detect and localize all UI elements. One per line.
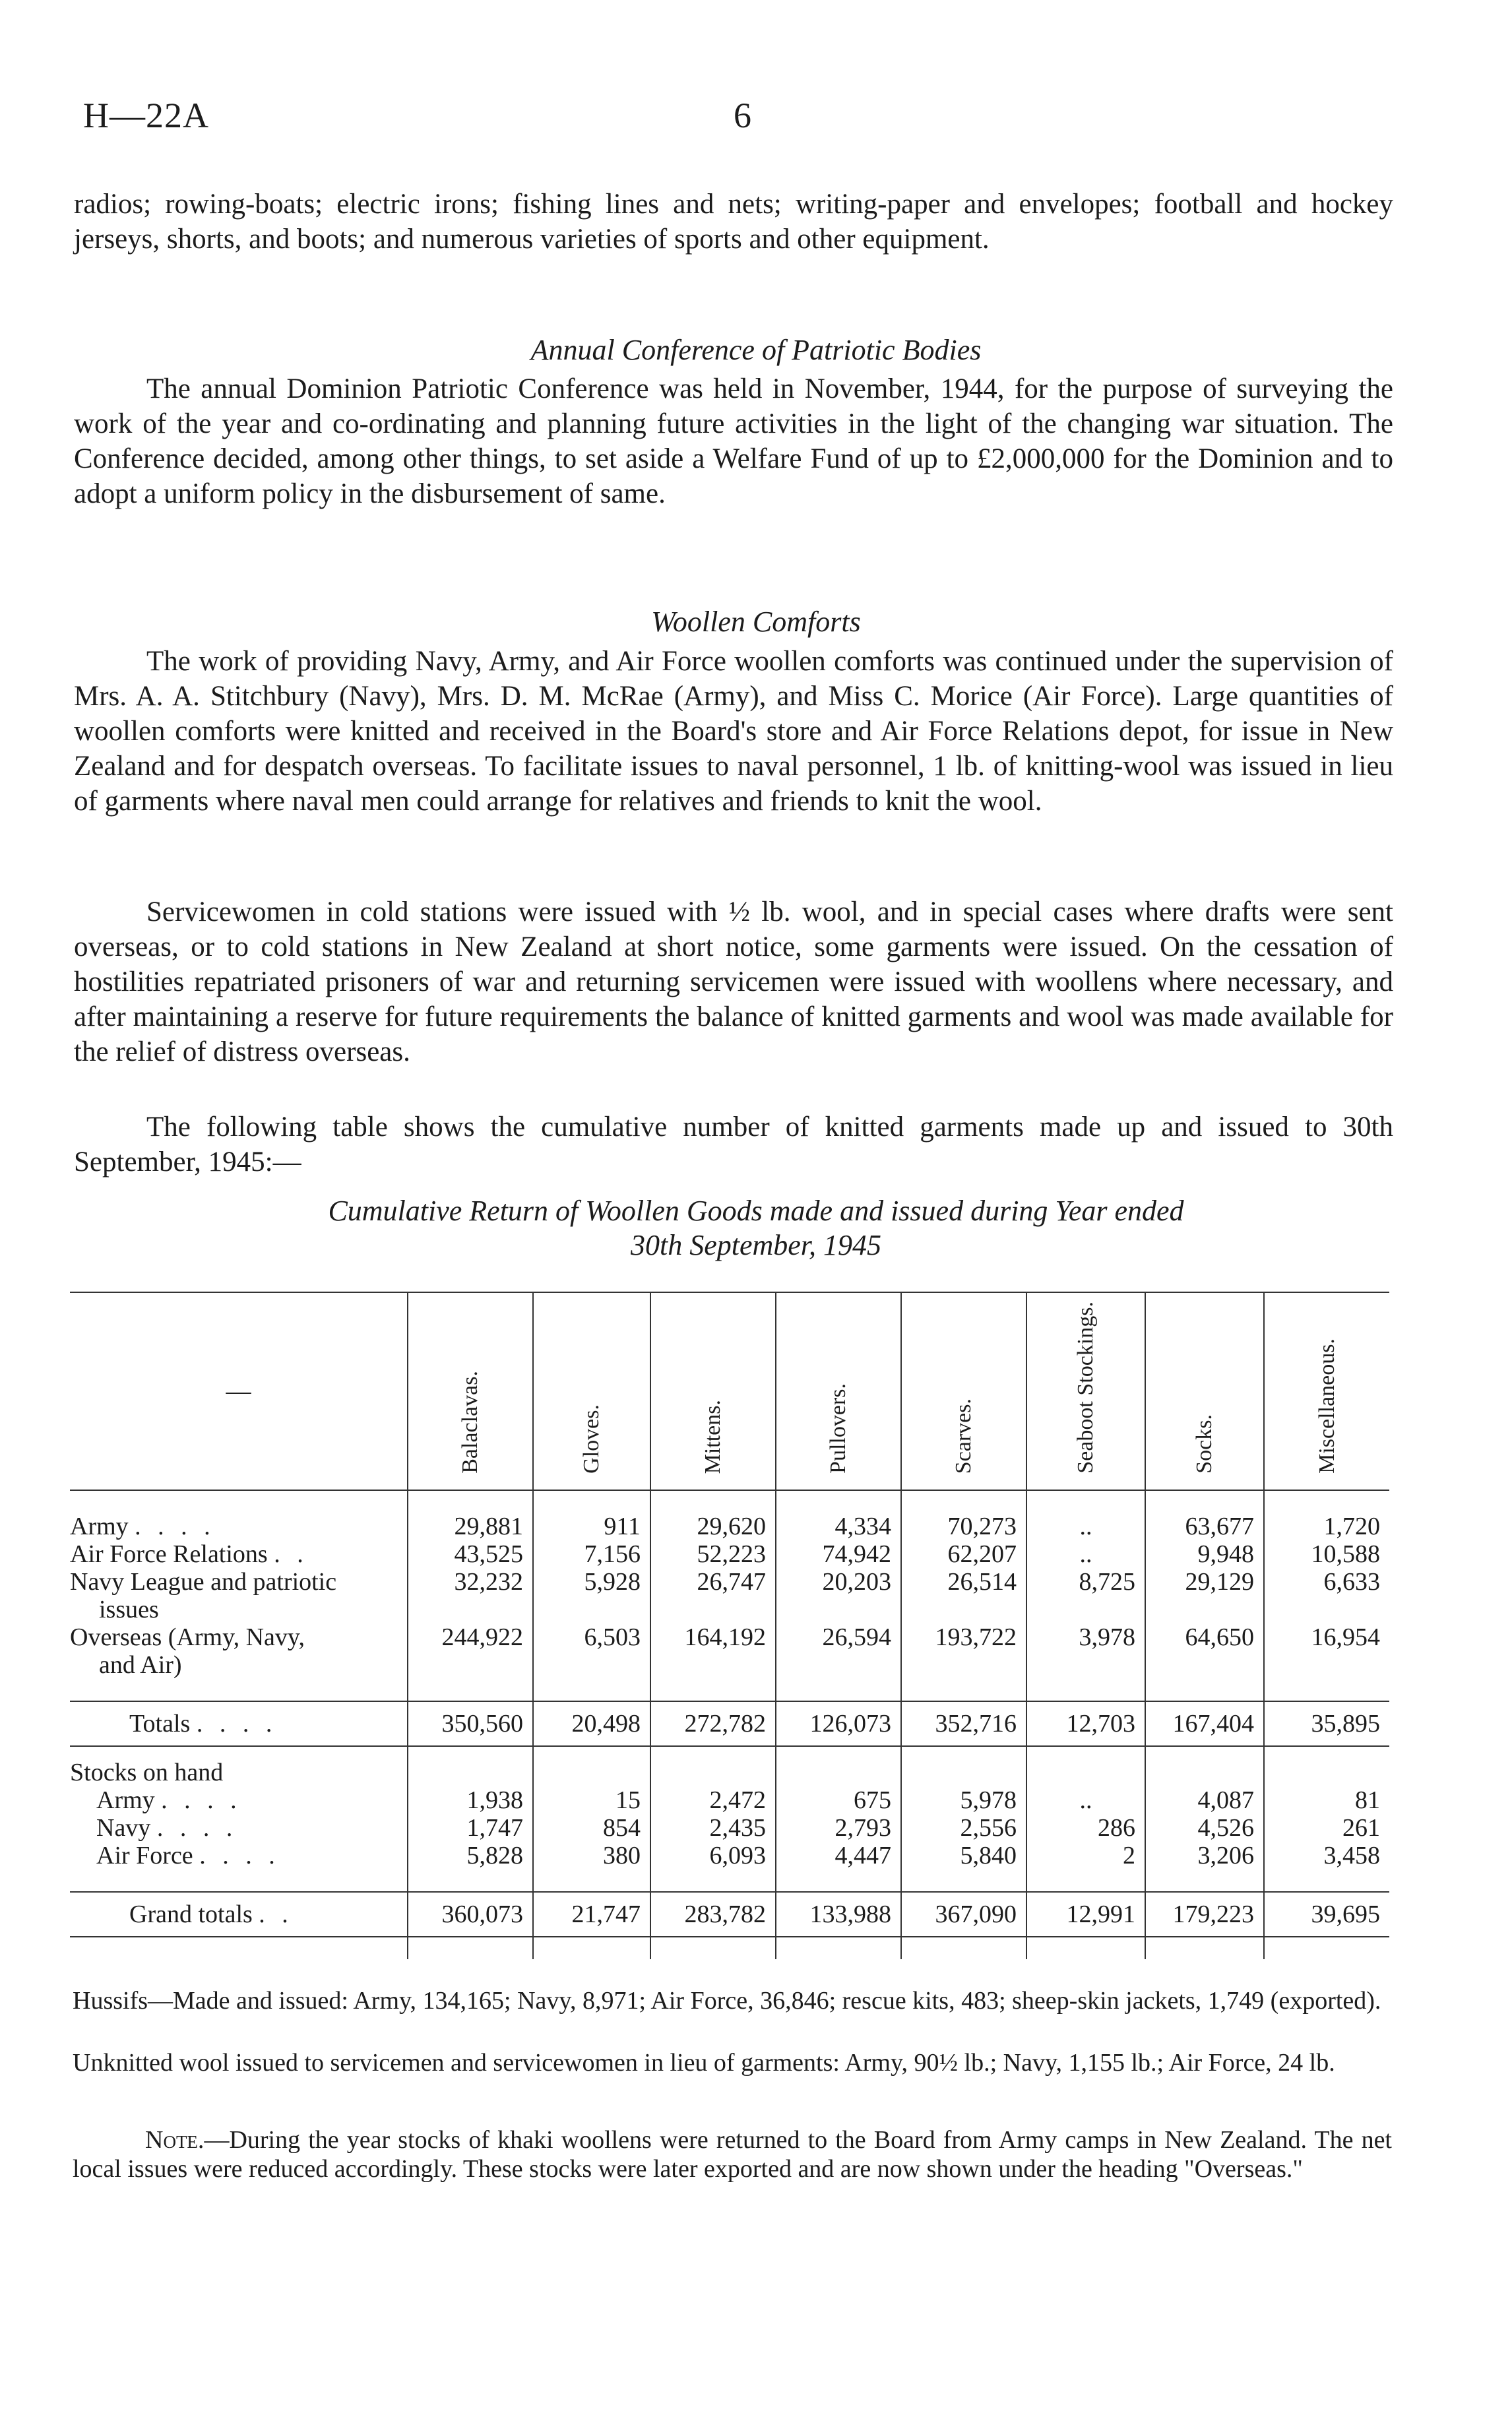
table-cell: 29,881 — [408, 1513, 533, 1540]
table-corner: — — [226, 1377, 251, 1405]
table-cell: 4,087 — [1145, 1786, 1264, 1814]
table-cell: 43,525 — [408, 1540, 533, 1568]
table-cell: 193,722 — [901, 1623, 1026, 1679]
table-cell: 854 — [533, 1814, 650, 1842]
table-cell: 29,620 — [650, 1513, 776, 1540]
table-cell: 367,090 — [901, 1892, 1026, 1937]
table-cell: .. — [1026, 1540, 1145, 1568]
section-heading-conference: Annual Conference of Patriotic Bodies — [530, 334, 982, 366]
table-cell: 286 — [1026, 1814, 1145, 1842]
table-caption-line-1: Cumulative Return of Woollen Goods made and issued during Year ended — [328, 1195, 1184, 1227]
table-cell: 164,192 — [650, 1623, 776, 1679]
table-caption — [0, 1194, 1512, 1263]
table-cell: 352,716 — [901, 1701, 1026, 1746]
column-header: Balaclavas. — [408, 1292, 533, 1490]
table-cell: 26,514 — [901, 1568, 1026, 1623]
table-row-army: Army . . . . 29,881 911 29,620 4,334 70,273 .. 63,677 1,720 — [70, 1513, 1389, 1540]
table-cell: 26,747 — [650, 1568, 776, 1623]
note-text: —During the year stocks of khaki woollens were returned to the Board from Army camps in New Zealand. The net local issues were reduced accordingly. These stocks were later exported and are now shown under the heading "Overseas." — [73, 2126, 1392, 2183]
footnote-hussifs: Hussifs—Made and issued: Army, 134,165; Navy, 8,971; Air Force, 36,846; rescue kits, 483; sheep-skin jackets, 1,749 (exported). — [73, 1987, 1381, 2015]
table-cell: 6,633 — [1264, 1568, 1389, 1623]
table-cell: 1,938 — [408, 1786, 533, 1814]
table-cell: 74,942 — [776, 1540, 901, 1568]
table-cell: 32,232 — [408, 1568, 533, 1623]
woollen-paragraph-3: The following table shows the cumulative number of knitted garments made up and issued to 30th September, 1945:— — [74, 1112, 1393, 1177]
table-cell: 3,458 — [1264, 1842, 1389, 1869]
table-cell: 6,503 — [533, 1623, 650, 1679]
footnote-note — [73, 2125, 1392, 2183]
table-cell: 2,793 — [776, 1814, 901, 1842]
table-row-stock-air-force: Air Force . . . . 5,828 380 6,093 4,447 5,840 2 3,206 3,458 — [70, 1842, 1389, 1869]
table-cell: 2 — [1026, 1842, 1145, 1869]
table-cell: 360,073 — [408, 1892, 533, 1937]
table-cell: 39,695 — [1264, 1892, 1389, 1937]
table-cell: 5,828 — [408, 1842, 533, 1869]
table-caption-line-2: 30th September, 1945 — [630, 1229, 882, 1261]
table-row-stock-navy: Navy . . . . 1,747 854 2,435 2,793 2,556 286 4,526 261 — [70, 1814, 1389, 1842]
table-cell: 2,472 — [650, 1786, 776, 1814]
column-header: Gloves. — [533, 1292, 650, 1490]
table-cell: 62,207 — [901, 1540, 1026, 1568]
table-cell: 350,560 — [408, 1701, 533, 1746]
table-cell: 1,720 — [1264, 1513, 1389, 1540]
table-cell: 5,840 — [901, 1842, 1026, 1869]
table-cell: 911 — [533, 1513, 650, 1540]
conference-paragraph: The annual Dominion Patriotic Conference was held in November, 1944, for the purpose of surveying the work of the year and co-ordinating and planning future activities in the light of the changing war situation. The Conference decided, among other things, to set aside a Welfare Fund of up to £2,000,000 for the Dominion and to adopt a uniform policy in the disbursement of same. — [74, 373, 1393, 509]
table-cell: 7,156 — [533, 1540, 650, 1568]
table-cell: 272,782 — [650, 1701, 776, 1746]
table-row-stock-army: Army . . . . 1,938 15 2,472 675 5,978 .. 4,087 81 — [70, 1786, 1389, 1814]
table-row-grand-totals: Grand totals . . 360,073 21,747 283,782 133,988 367,090 12,991 179,223 39,695 — [70, 1892, 1389, 1937]
table-cell: 5,978 — [901, 1786, 1026, 1814]
table-row-overseas: Overseas (Army, Navy, and Air) 244,922 6,503 164,192 26,594 193,722 3,978 64,650 16,954 — [70, 1623, 1389, 1679]
woollen-goods-table — [70, 1292, 1389, 1959]
table-cell: 10,588 — [1264, 1540, 1389, 1568]
table-cell: 3,978 — [1026, 1623, 1145, 1679]
table-cell: 179,223 — [1145, 1892, 1264, 1937]
table-cell: 9,948 — [1145, 1540, 1264, 1568]
table-cell: 6,093 — [650, 1842, 776, 1869]
table-cell: 64,650 — [1145, 1623, 1264, 1679]
table-cell: 283,782 — [650, 1892, 776, 1937]
table-row-stocks-heading: Stocks on hand — [70, 1746, 1389, 1786]
table-cell: 15 — [533, 1786, 650, 1814]
table-cell: 1,747 — [408, 1814, 533, 1842]
table-cell: .. — [1026, 1786, 1145, 1814]
table-cell: 63,677 — [1145, 1513, 1264, 1540]
table-cell: 81 — [1264, 1786, 1389, 1814]
table-cell: 70,273 — [901, 1513, 1026, 1540]
page-number: 6 — [734, 96, 752, 135]
table-cell: 20,203 — [776, 1568, 901, 1623]
table-cell: 675 — [776, 1786, 901, 1814]
woollen-paragraph-1: The work of providing Navy, Army, and Air Force woollen comforts was continued under the supervision of Mrs. A. A. Stitchbury (Navy), Mrs. D. M. McRae (Army), and Miss C. Morice (Air Force). Large quantities of woollen comforts were knitted and received in the Board's store and Air Force Relations depot, for issue in New Zealand and for despatch overseas. To facilitate issues to naval personnel, 1 lb. of knitting-wool was issued in lieu of garments where naval men could arrange for relatives and friends to knit the wool. — [74, 646, 1393, 817]
table-cell: 4,334 — [776, 1513, 901, 1540]
table-cell: 26,594 — [776, 1623, 901, 1679]
table-cell: 29,129 — [1145, 1568, 1264, 1623]
note-label: Note. — [145, 2126, 205, 2154]
column-header: Mittens. — [650, 1292, 776, 1490]
column-header: Socks. — [1145, 1292, 1264, 1490]
table-cell: 2,556 — [901, 1814, 1026, 1842]
table-row-totals: Totals . . . . 350,560 20,498 272,782 126,073 352,716 12,703 167,404 35,895 — [70, 1701, 1389, 1746]
column-header: Scarves. — [901, 1292, 1026, 1490]
table-cell: 4,447 — [776, 1842, 901, 1869]
table-header-row — [70, 1292, 1389, 1490]
table-cell: 244,922 — [408, 1623, 533, 1679]
table-cell: 8,725 — [1026, 1568, 1145, 1623]
document-code: H—22A — [83, 96, 209, 135]
table-cell: 16,954 — [1264, 1623, 1389, 1679]
table-cell: 21,747 — [533, 1892, 650, 1937]
table-cell: 5,928 — [533, 1568, 650, 1623]
table-row-air-force-relations: Air Force Relations . . 43,525 7,156 52,223 74,942 62,207 .. 9,948 10,588 — [70, 1540, 1389, 1568]
footnote-unknitted-wool: Unknitted wool issued to servicemen and servicewomen in lieu of garments: Army, 90½ lb.; Navy, 1,155 lb.; Air Force, 24 lb. — [73, 2049, 1335, 2077]
table-cell: 2,435 — [650, 1814, 776, 1842]
column-header: Pullovers. — [776, 1292, 901, 1490]
table-cell: 4,526 — [1145, 1814, 1264, 1842]
intro-paragraph: radios; rowing-boats; electric irons; fishing lines and nets; writing-paper and envelopes; football and hockey jerseys, shorts, and boots; and numerous varieties of sports and other equipment. — [74, 189, 1393, 255]
table-cell: 12,991 — [1026, 1892, 1145, 1937]
table-cell: 3,206 — [1145, 1842, 1264, 1869]
table-cell: 380 — [533, 1842, 650, 1869]
column-header: Miscellaneous. — [1264, 1292, 1389, 1490]
table-cell: .. — [1026, 1513, 1145, 1540]
table-cell: 12,703 — [1026, 1701, 1145, 1746]
table-cell: 52,223 — [650, 1540, 776, 1568]
table-cell: 20,498 — [533, 1701, 650, 1746]
table-row-navy-league: Navy League and patriotic issues 32,232 5,928 26,747 20,203 26,514 8,725 29,129 6,633 — [70, 1568, 1389, 1623]
table-cell: 167,404 — [1145, 1701, 1264, 1746]
table-cell: 35,895 — [1264, 1701, 1389, 1746]
table-cell: 126,073 — [776, 1701, 901, 1746]
woollen-paragraph-2: Servicewomen in cold stations were issued with ½ lb. wool, and in special cases where drafts were sent overseas, or to cold stations in New Zealand at short notice, some garments were issued. On the cessation of hostilities repatriated prisoners of war and returning servicemen were issued with woollens where necessary, and after maintaining a reserve for future requirements the balance of knitted garments and wool was made available for the relief of distress overseas. — [74, 896, 1393, 1067]
table-cell: 133,988 — [776, 1892, 901, 1937]
section-heading-woollen-comforts: Woollen Comforts — [651, 606, 861, 638]
column-header: Seaboot Stockings. — [1026, 1292, 1145, 1490]
table-cell: 261 — [1264, 1814, 1389, 1842]
